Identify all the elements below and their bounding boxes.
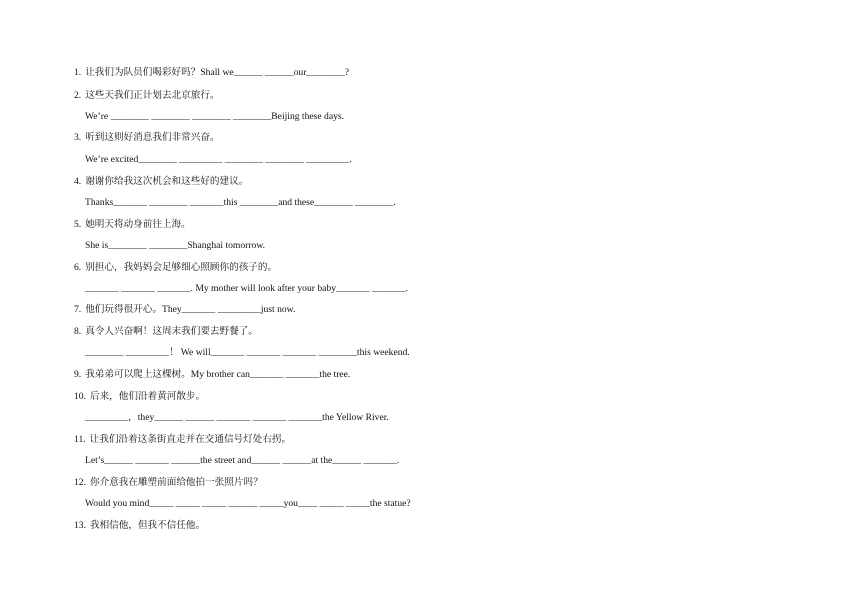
question-text: 她明天将动身前往上海。: [85, 219, 191, 230]
answer-text: _________，they______ ______ _______ _______ _______the Yellow River.: [85, 412, 389, 423]
question-number: 1.: [74, 67, 82, 78]
answer-text: Let’s______ _______ ______the street and______ ______at the______ _______.: [85, 455, 400, 466]
question-line: [74, 132, 220, 144]
question-text: 谢谢你给我这次机会和这些好的建议。: [85, 176, 249, 187]
question-line: [74, 176, 248, 188]
answer-line: [85, 240, 265, 252]
question-text: 后来，他们沿着黄河散步。: [90, 391, 206, 402]
answer-line: [85, 111, 344, 123]
question-text: 让我们为队员们喝彩好吗？Shall we______ ______our________?: [85, 67, 350, 78]
question-line: [74, 520, 205, 532]
question-text: 你介意我在雕塑前面给他拍一张照片吗？: [90, 477, 263, 488]
question-line: [74, 369, 350, 381]
answer-line: [85, 154, 352, 166]
question-number: 7.: [74, 304, 82, 315]
question-number: 3.: [74, 132, 82, 143]
answer-line: [85, 412, 389, 424]
question-line: [74, 391, 205, 403]
question-line: [74, 262, 277, 274]
question-line: [74, 304, 295, 316]
answer-text: We’re ________ ________ ________ ________Beijing these days.: [85, 111, 345, 122]
question-number: 8.: [74, 326, 82, 337]
question-text: 他们玩得很开心。They_______ _________just now.: [85, 304, 296, 315]
question-line: [74, 67, 349, 79]
question-number: 13.: [74, 520, 86, 531]
question-text: 听到这则好消息我们非常兴奋。: [85, 132, 220, 143]
answer-text: _______ _______ _______. My mother will look after your baby_______ _______.: [85, 283, 408, 294]
answer-line: [85, 498, 411, 510]
answer-text: She is________ ________Shanghai tomorrow.: [85, 240, 266, 251]
question-text: 别担心，我妈妈会足够细心照顾你的孩子的。: [85, 262, 278, 273]
question-line: [74, 326, 258, 338]
question-line: [74, 477, 263, 489]
question-number: 11.: [74, 434, 86, 445]
question-text: 我相信他，但我不信任他。: [90, 520, 206, 531]
question-number: 2.: [74, 90, 82, 101]
question-number: 6.: [74, 262, 82, 273]
question-line: [74, 219, 191, 231]
answer-line: [85, 283, 408, 295]
answer-line: [85, 347, 410, 359]
answer-text: ________ _________！ We will_______ _______ _______ ________this weekend.: [85, 347, 410, 358]
answer-text: Thanks_______ ________ _______this ________and these________ ________.: [85, 197, 396, 208]
question-line: [74, 90, 220, 102]
question-number: 10.: [74, 391, 86, 402]
answer-line: [85, 197, 396, 209]
answer-text: Would you mind_____ _____ _____ ______ _____you____ _____ _____the statue?: [85, 498, 411, 509]
answer-line: [85, 455, 399, 467]
question-number: 4.: [74, 176, 82, 187]
question-text: 这些天我们正计划去北京旅行。: [85, 90, 220, 101]
question-text: 真令人兴奋啊！这周末我们要去野餐了。: [85, 326, 258, 337]
question-text: 我弟弟可以爬上这棵树。My brother can_______ _______the tree.: [85, 369, 351, 380]
question-number: 9.: [74, 369, 82, 380]
question-text: 让我们沿着这条街直走并在交通信号灯处右拐。: [89, 434, 292, 445]
answer-text: We’re excited________ _________ ________ ________ _________.: [85, 154, 352, 165]
question-line: [74, 434, 291, 446]
question-number: 12.: [74, 477, 86, 488]
question-number: 5.: [74, 219, 82, 230]
